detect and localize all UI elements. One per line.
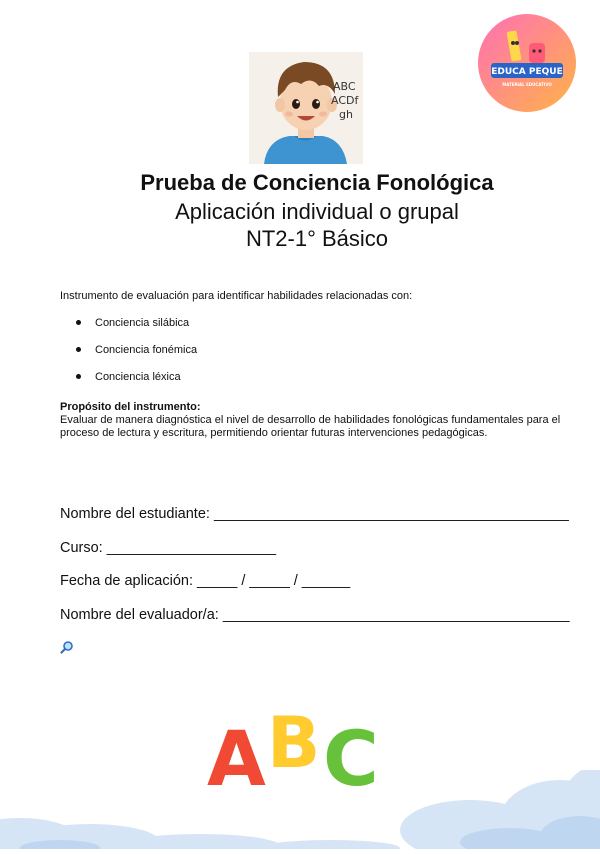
list-item [76,317,189,329]
purpose-body: Evaluar de manera diagnóstica el nivel de desarrollo de habilidades fonológicas fundamentales para el proceso de lectura y escritura, permitiendo orientar futuras intervenciones pedagógicas. [60,414,561,439]
skill-label: Conciencia silábica [95,317,190,329]
page-title: Prueba de Conciencia Fonológica [140,170,494,195]
logo-brand-text: EDUCA PEQUE [491,67,563,77]
bullet-icon [76,347,81,352]
letters-row-3: gh [339,108,353,121]
cloud-decoration [0,770,600,849]
course-field[interactable]: Curso: _____________________ [60,540,277,556]
bullet-icon [76,320,81,325]
letter-a: A [207,714,266,790]
skill-label: Conciencia fonémica [95,344,198,356]
letter-b: B [267,705,321,784]
boy-illustration [249,52,363,164]
list-item [76,371,181,383]
letter-c: C [323,714,379,790]
magnifier-icon [60,640,74,654]
page-subtitle: Aplicación individual o grupal [175,199,459,224]
evaluator-name-field[interactable]: Nombre del evaluador/a: ___________________________________________ [60,607,570,623]
purpose-heading: Propósito del instrumento: [60,401,201,413]
skill-label: Conciencia léxica [95,371,181,383]
bullet-icon [76,374,81,379]
grade-level: NT2-1° Básico [245,226,389,251]
list-item [76,344,197,356]
intro-text: Instrumento de evaluación para identificar habilidades relacionadas con: [60,290,413,302]
student-name-field[interactable]: Nombre del estudiante: ____________________________________________ [60,506,569,522]
letters-row-1: ABC [333,80,356,93]
letters-row-2: ACDf [331,94,359,107]
application-date-field[interactable]: Fecha de aplicación: _____ / _____ / ______ [60,573,351,589]
logo-tagline-text: MATERIAL EDUCATIVO [502,82,552,87]
educa-peque-logo [477,13,577,113]
